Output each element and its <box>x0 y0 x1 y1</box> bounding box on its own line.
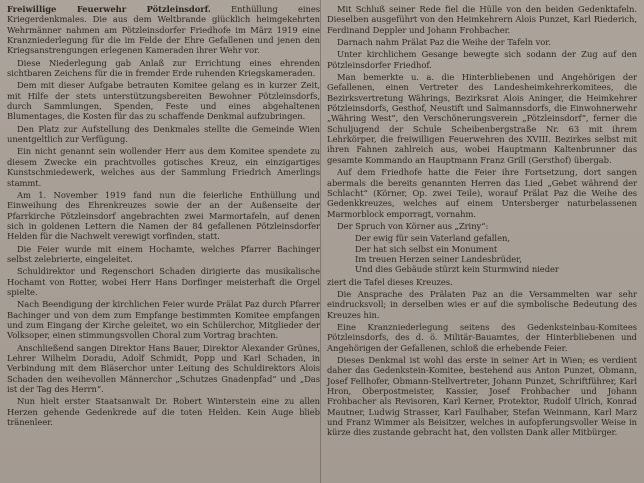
paragraph: Am 1. November 1919 fand nun die feierliche Enthüllung und Einweihung des Ehrenkreuzes sowie der an der Außenseite der Pfarrkirche Pötzleinsdorf angebrachten zwei Marmortafeln, auf denen sich in goldenen Lettern die Namen der 84 gefallenen Pötzleinsdorfer Helden für die Nachwelt verewigt vorfinden, statt. <box>7 189 320 242</box>
paragraph: Den Platz zur Aufstellung des Denkmales stellte die Gemeinde Wien unentgeltlich zur Verfügung. <box>7 123 320 145</box>
poem-line: Und dies Gebäude stürzt kein Sturmwind nieder <box>355 264 559 275</box>
poem-line: Im treuen Herzen seiner Landesbrüder, <box>355 253 522 264</box>
paragraph: Man bemerkte u. a. die Hinterbliebenen und Angehörigen der Gefallenen, einen Vertreter des Landesheimkehrerkomitees, die Bezirksvertretung Währings, Bezirksrat Alois Aninger, die Heimkehrer Pötzleinsdorfs, Gesthof, Neustift und Salmannsdorfs, die Einwohnerwehr „Währing West“, den Verschönerungsverein „Pötzleinsdorf“, ferner die Schuljugend der Schule Scheibenbergstraße Nr. 63 mit ihrem Lehrkörper, die freiwilligen Feuerwehren des XVIII. Bezirkes selbst mit ihren Fahnen zahlreich aus, wobei Hauptmann Kaltenbrunner das gesamte Kommando an Hauptmann Franz Grill (Gersthof) übergab. <box>327 72 637 165</box>
paragraph: Die Feier wurde mit einem Hochamte, welches Pfarrer Bachinger selbst zelebrierte, eingeleitet. <box>7 243 320 264</box>
intro-text: Enthüllung eines Kriegerdenkmales. Die aus dem Weltbrande glücklich heimgekehrten Wehrmänner nahmen am Pötzleinsdorfer Friedhofe im März 1919 eine Kranzniederlegung für die im Felde der Ehre Gefallenen und jenen den Kriegsanstrengungen erlegenen Kameraden ihrer Wehr vor. <box>7 4 320 56</box>
paragraph: Schuldirektor und Regenschori Schaden dirigierte das musikalische Hochamt von Rotter, wobei Herr Hans Dorfinger meisterhaft die Orgel spielte. <box>7 266 320 297</box>
paragraph: Dieses Denkmal ist wohl das erste in seiner Art in Wien; es verdient daher das Gedenkstein-Komitee, bestehend aus Anton Punzet, Obmann, Josef Fellhofer, Obmann-Stellvertreter, Johann Punzet, Schriftführer, Karl Hron, Oberpostmeister, Kassier, Josef Frohbacher und Johann Frohbacher als Revisoren, Karl Kerner, Protektor, Rudolf Ulrich, Konrad Mautner, Ludwig Strasser, Karl Faulhaber, Stefan Weinmann, Karl Marz und Franz Wimmer als Beisitzer, welches in aufopferungsvoller Weise in kürze dies zustande gebracht hat, den vollsten Dank aller Mitbürger. <box>327 355 637 438</box>
paragraph: Darnach nahm Prälat Paz die Weihe der Tafeln vor. <box>337 37 551 48</box>
poem-line: Der hat sich selbst ein Monument <box>355 243 498 254</box>
article-title: Freiwillige Feuerwehr Pötzleinsdorf. <box>7 4 211 14</box>
left-column <box>7 4 320 429</box>
paragraph: Diese Niederlegung gab Anlaß zur Errichtung eines ehrenden sichtbaren Zeichens für die in fremder Erde ruhenden Kriegskameraden. <box>7 57 320 79</box>
column-divider <box>320 0 321 483</box>
paragraph: Anschließend sangen Direktor Hans Bauer, Direktor Alexander Grünes, Lehrer Wilhelm Doradu, Adolf Schmidt, Popp und Karl Schaden, in Verbindung mit dem Bläserchor unter Leitung des Schuldirektors Alois Schaden den weihevollen Männerchor „Schutzes Gnadenpfad“ und „Das ist der Tag des Herrn“. <box>7 342 320 395</box>
paragraph: Eine Kranzniederlegung seitens des Gedenksteinbau-Komitees Pötzleinsdorfs, des d. ö. Militär-Bauamtes, der Hinterbliebenen und Angehörigen der Gefallenen, schloß die erhebende Feier. <box>327 321 637 353</box>
paragraph: Ein nicht genannt sein wollender Herr aus dem Komitee spendete zu diesem Zwecke ein prachtvolles gotisches Kreuz, ein einzigartiges Kunstschmiedewerk, welches aus der Sammlung Friedrich Amerlings stammt. <box>7 146 320 188</box>
poem-quote <box>355 233 637 274</box>
paragraph: Unter kirchlichem Gesange bewegte sich sodann der Zug auf den Pötzleinsdorfer Friedhof. <box>327 49 637 70</box>
paragraph: Nach Beendigung der kirchlichen Feier wurde Prälat Paz durch Pfarrer Bachinger und von dem zum Empfange bestimmten Komitee empfangen und zum Eingang der Kirche geleitet, wo ein Schülerchor, Mitglieder der Volksoper, einen stimmungsvollen Choral zum Vortrag brachten. <box>7 299 320 341</box>
paragraph: Die Ansprache des Prälaten Paz an die Versammelten war sehr eindrucksvoll; in derselben wies er auf die symbolische Bedeutung des Kreuzes hin. <box>327 288 637 320</box>
paragraph: Der Spruch von Körner aus „Zriny“: <box>337 220 489 231</box>
paragraph: Nun hielt erster Staatsanwalt Dr. Robert Winterstein eine zu allen Herzen gehende Gedenkrede auf die toten Helden. Kein Auge blieb tränenleer. <box>7 396 320 428</box>
paragraph: Mit Schluß seiner Rede fiel die Hülle von den beiden Gedenktafeln. Dieselben ausgeführt von den Heimkehrern Alois Punzet, Karl Riederich, Ferdinand Deppler und Johann Frohbacher. <box>327 4 637 35</box>
paragraph: Auf dem Friedhofe hatte die Feier ihre Fortsetzung, dort sangen abermals die bereits genannten Herren das Lied „Gebet während der Schlacht“ (Körner, Op. zwei Teile), worauf Prälat Paz die Weihe des Gedenkkreuzes, welches auf einem Untersberger naturbelassenen Marmorblock emporragt, vornahm. <box>327 167 637 219</box>
poem-line: Der ewig für sein Vaterland gefallen, <box>355 233 510 244</box>
right-column <box>327 4 637 440</box>
paragraph: Dem mit dieser Aufgabe betrauten Komitee gelang es in kurzer Zeit, mit Hilfe der stets unterstützungsbereiten Bewohner Pötzleinsdorfs, durch Sammlungen, Spenden, Feste und eines abgehaltenen Blumentages, die Kosten für das zu schaffende Denkmal aufzubringen. <box>7 80 320 122</box>
paragraph: ziert die Tafel dieses Kreuzes. <box>327 276 453 287</box>
article-intro <box>7 4 320 56</box>
